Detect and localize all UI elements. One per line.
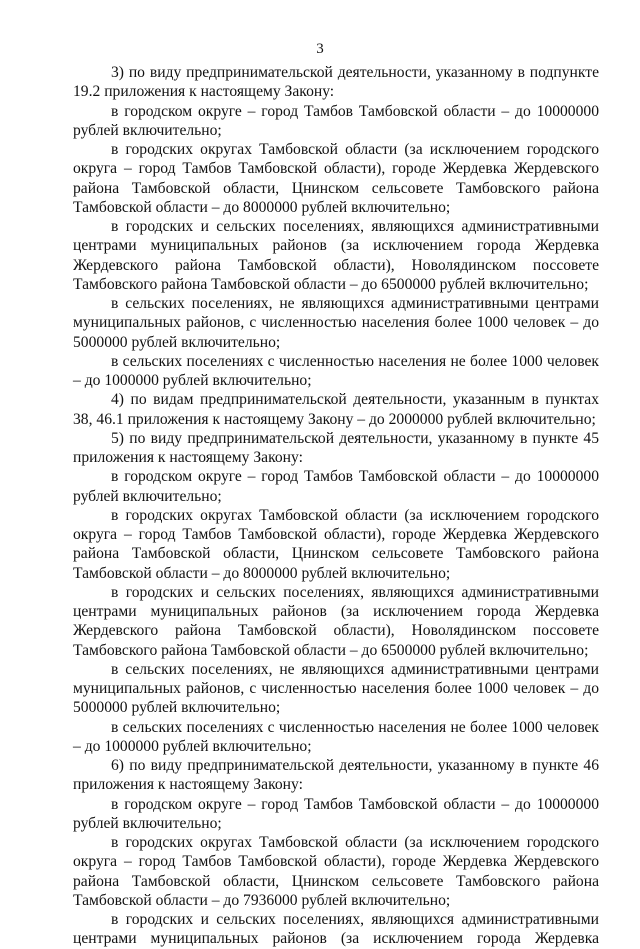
paragraph: в городских округах Тамбовской области (за исключением городского округа – город Тамбов Тамбовской области), городе Жердевка Жердевского района Тамбовской области, Цнинском сельсовете Тамбовского района Тамбовской области – до 8000000 рублей включительно; <box>73 141 599 216</box>
paragraph: в сельских поселениях с численностью населения не более 1000 человек – до 1000000 рублей включительно; <box>73 352 599 389</box>
paragraph: в городских округах Тамбовской области (за исключением городского округа – город Тамбов Тамбовской области), городе Жердевка Жердевского района Тамбовской области, Цнинском сельсовете Тамбовского района Тамбовской области – до 8000000 рублей включительно; <box>73 506 599 582</box>
paragraph: в городских округах Тамбовской области (за исключением городского округа – город Тамбов Тамбовской области), городе Жердевка Жердевского района Тамбовской области, Цнинском сельсовете Тамбовского района Тамбовской области – до 7936000 рублей включительно; <box>73 834 599 909</box>
paragraph: в городском округе – город Тамбов Тамбовской области – до 10000000 рублей включительно; <box>73 468 599 505</box>
paragraph: в городских и сельских поселениях, являющихся административными центрами муниципальных районов (за исключением города Жердевка Жердевского района Тамбовской области), Новолядинском поссовете Тамбовского района Тамбовской области – до 6500000 рублей включительно; <box>73 218 599 293</box>
paragraph: в городских и сельских поселениях, являющихся административными центрами муниципальных районов (за исключением города Жердевка Жердевского района Тамбовской области), Новолядинском поссовете Тамбовского района Тамбовской области – до 6500000 рублей включительно; <box>73 583 599 659</box>
paragraph: 3) по виду предпринимательской деятельности, указанному в подпункте 19.2 приложения к настоящему Закону: <box>73 64 599 101</box>
paragraph: 5) по виду предпринимательской деятельности, указанному в пункте 45 приложения к настоящему Закону: <box>73 429 599 466</box>
document-body <box>73 63 599 949</box>
paragraph: 4) по видам предпринимательской деятельности, указанным в пунктах 38, 46.1 приложения к настоящему Закону – до 2000000 рублей включительно; <box>73 391 599 428</box>
paragraph: в сельских поселениях, не являющихся административными центрами муниципальных районов, с численностью населения более 1000 человек – до 5000000 рублей включительно; <box>73 295 599 351</box>
paragraph: 6) по виду предпринимательской деятельности, указанному в пункте 46 приложения к настоящему Закону: <box>73 757 599 794</box>
paragraph: в сельских поселениях, не являющихся административными центрами муниципальных районов, с численностью населения более 1000 человек – до 5000000 рублей включительно; <box>73 660 599 717</box>
paragraph: в городских и сельских поселениях, являющихся административными центрами муниципальных районов (за исключением города Жердевка <box>73 911 599 948</box>
paragraph: в сельских поселениях с численностью населения не более 1000 человек – до 1000000 рублей включительно; <box>73 718 599 755</box>
paragraph: в городском округе – город Тамбов Тамбовской области – до 10000000 рублей включительно; <box>73 795 599 832</box>
paragraph: в городском округе – город Тамбов Тамбовской области – до 10000000 рублей включительно; <box>73 102 599 139</box>
page-number: 3 <box>316 41 324 57</box>
